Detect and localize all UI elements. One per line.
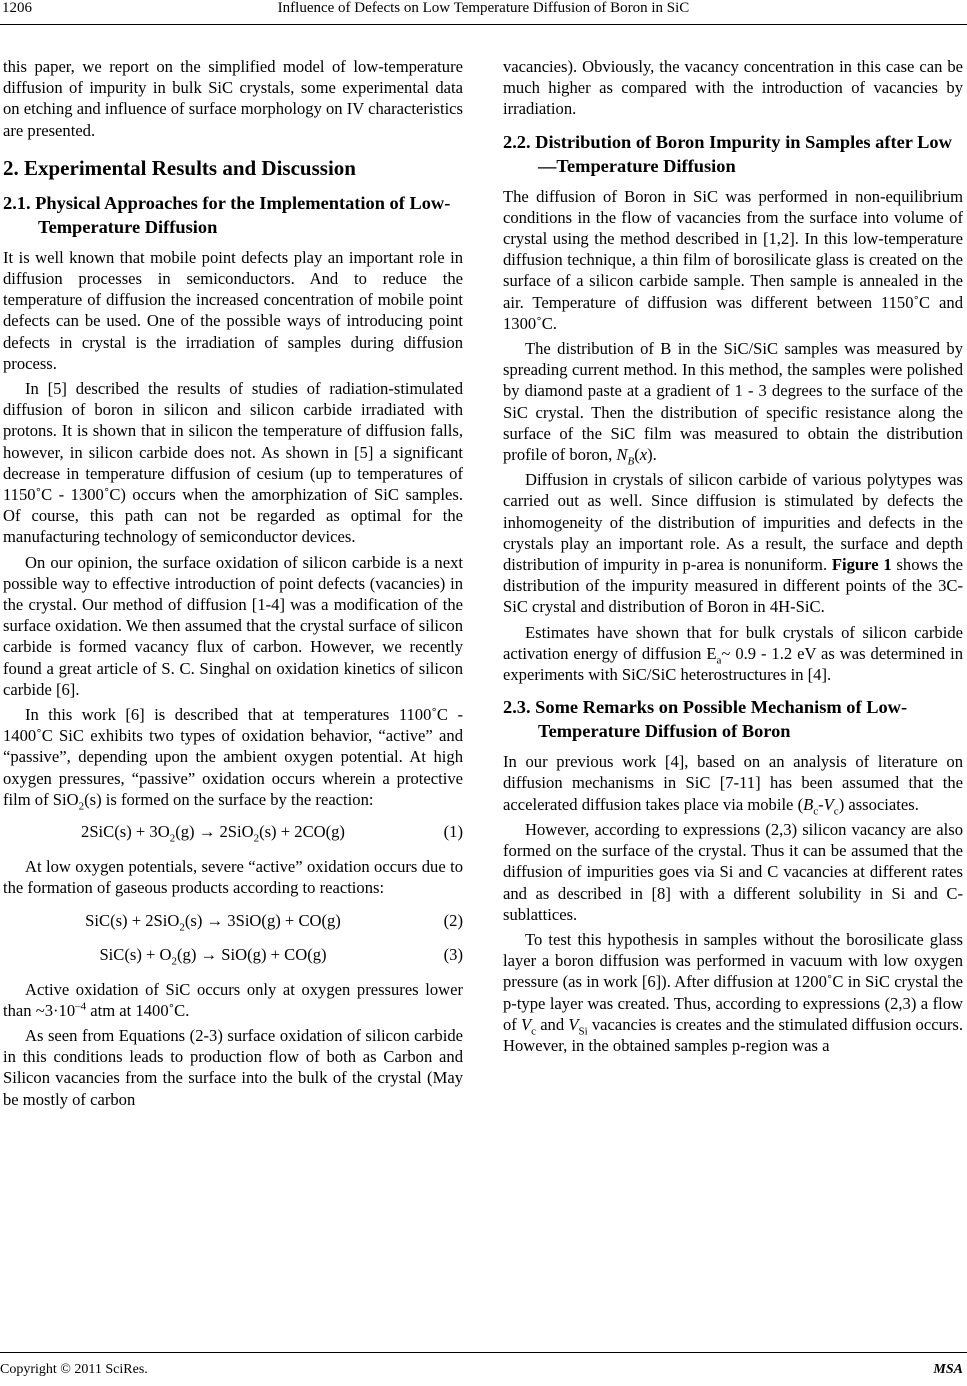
equation-3 xyxy=(3,945,463,965)
paragraph: In [5] described the results of studies of radiation-stimulated diffusion of boron in silicon and silicon carbide irradiated with protons. It is shown that in silicon the temperature of diffusion falls, however, in silicon carbide does not. As shown in [5] a significant decrease in temperature diffusion of cesium (up to temperatures of 1150˚C - 1300˚C) occurs when the amorphization of SiC samples. Of course, this path can not be regarded as optimal for the manufacturing technology of semiconductor devices. xyxy=(3,379,463,547)
header-rule xyxy=(0,24,967,25)
equation-1 xyxy=(3,822,463,845)
subsection-heading: 2.3. Some Remarks on Possible Mechanism of Low-Temperature Diffusion of Boron xyxy=(503,697,908,742)
paragraph: vacancies). Obviously, the vacancy concentration in this case can be much higher as compared with the introduction of vacancies by irradiation. xyxy=(503,57,963,119)
paragraph: Diffusion in crystals of silicon carbide of various polytypes was carried out as well. Since diffusion is stimulated by defects the inhomogeneity of the distribution of impurities and defects in the crystals play an important role. As a result, the surface and depth distribution of impurity in p-area is nonuniform. Figure 1 shows the distribution of the impurity measured in different points of the 3C-SiC crystal and distribution of Boron in 4H-SiC. xyxy=(503,470,963,617)
figure-reference[interactable]: Figure 1 xyxy=(831,555,892,575)
subsection-heading: 2.2. Distribution of Boron Impurity in Samples after Low—Temperature Diffusion xyxy=(503,131,952,176)
paragraph: In our previous work [4], based on an analysis of literature on diffusion mechanisms in SiC [7-11] has been assumed that the accelerated diffusion takes place via mobile $(B_c-V_c)$ associates. xyxy=(503,752,963,817)
subsection-heading: 2.1. Physical Approaches for the Implementation of Low-Temperature Diffusion xyxy=(3,192,451,237)
left-column xyxy=(3,56,463,1110)
paragraph: this paper, we report on the simplified model of low-temperature diffusion of impurity in bulk SiC crystals, some experimental data on etching and influence of surface morphology on IV characteristics are presented. xyxy=(3,57,464,140)
right-column xyxy=(503,56,963,1056)
journal-abbrev: MSA xyxy=(933,1362,963,1377)
paragraph: Active oxidation of SiC occurs only at oxygen pressures lower than $\sim 3\cdot 10^{-4}$ atm at 1400˚C. xyxy=(3,979,463,1020)
paragraph: The distribution of B in the SiC/SiC samples was measured by spreading current method. In this method, the samples were polished by diamond paste at a gradient of 1 - 3 degrees to the surface of the SiC crystal. Then the distribution of specific resistance along the surface of the SiC film was measured to obtain the distribution profile of boron, $N_B(x)$. xyxy=(503,339,963,468)
paragraph: In this work [6] is described that at temperatures 1100˚C - 1400˚C SiC exhibits two types of oxidation behavior, “active” and “passive”, depending upon the ambient oxygen potential. At high oxygen pressures, “passive” oxidation occurs wherein a protective film of SiO$_2$(s) is formed on the surface by the reaction: xyxy=(3,705,463,813)
paragraph: However, according to expressions (2,3) silicon vacancy are also formed on the surface of the crystal. Thus it can be assumed that the diffusion of impurities goes via Si and C vacancies at different rates and as described in [8] with a different solubility in Si and C-sublattices. xyxy=(503,819,963,924)
equation-number: (1) xyxy=(443,822,463,842)
running-title: Influence of Defects on Low Temperature Diffusion of Boron in SiC xyxy=(277,0,690,16)
copyright-notice: Copyright © 2011 SciRes. xyxy=(0,1362,148,1377)
equation-formula: SiC(s) + 2SiO$_2$(s) → 3SiO(g) + CO(g) xyxy=(85,910,341,933)
equation-number: (2) xyxy=(443,910,463,930)
paragraph: Estimates have shown that for bulk crystals of silicon carbide activation energy of diffusion $E_a\sim$ 0.9 - 1.2 eV as was determined in experiments with SiC/SiC heterostructures in [4]. xyxy=(503,622,963,685)
section-heading: 2. Experimental Results and Discussion xyxy=(3,155,356,180)
paragraph: The diffusion of Boron in SiC was performed in non-equilibrium conditions in the flow of vacancies from the surface into volume of crystal using the method described in [1,2]. In this low-temperature diffusion technique, a thin film of borosilicate glass is created on the surface of a silicon carbide sample. Then sample is annealed in the air. Temperature of diffusion was different between 1150˚C and 1300˚C. xyxy=(503,186,963,333)
equation-formula: $2SiC(s) + 3O_2(g) \to 2SiO_2(s) + 2CO(g)$ xyxy=(81,822,345,845)
paragraph: As seen from Equations (2-3) surface oxidation of silicon carbide in this conditions leads to production flow of both as Carbon and Silicon vacancies from the surface into the bulk of the crystal (May be mostly of carbon xyxy=(3,1025,463,1109)
paragraph: To test this hypothesis in samples without the borosilicate glass layer a boron diffusion was performed in vacuum with low oxygen pressure (as in work [6]). After diffusion at 1200˚C in SiC crystal the p-type layer was created. Thus, according to expressions (2,3) a flow of $V_c$ and $V_{Si}$ vacancies is creates and the stimulated diffusion occurs. However, in the obtained samples p-region was a xyxy=(503,929,964,1055)
paragraph: It is well known that mobile point defects play an important role in diffusion processes in semiconductors. And to reduce the temperature of diffusion the increased concentration of mobile point defects can be used. One of the possible ways of introducing point defects in crystal is the irradiation of samples during diffusion process. xyxy=(3,247,463,373)
page-number: 1206 xyxy=(2,0,32,16)
footer-rule xyxy=(0,1352,967,1353)
paragraph: On our opinion, the surface oxidation of silicon carbide is a next possible way to effective introduction of point defects (vacancies) in the crystal. Our method of diffusion [1-4] was a modification of the surface oxidation. We then assumed that the crystal surface of silicon carbide is formed vacancy flux of carbon. However, we recently found a great article of S. C. Singhal on oxidation kinetics of silicon carbide [6]. xyxy=(3,552,463,699)
equation-formula: $SiC(s) + O_2(g) \to SiO(g) + CO(g)$ xyxy=(99,944,327,967)
equation-number: (3) xyxy=(443,944,463,964)
paragraph: At low oxygen potentials, severe “active” oxidation occurs due to the formation of gaseous products according to reactions: xyxy=(3,857,463,898)
equation-2 xyxy=(3,911,463,931)
